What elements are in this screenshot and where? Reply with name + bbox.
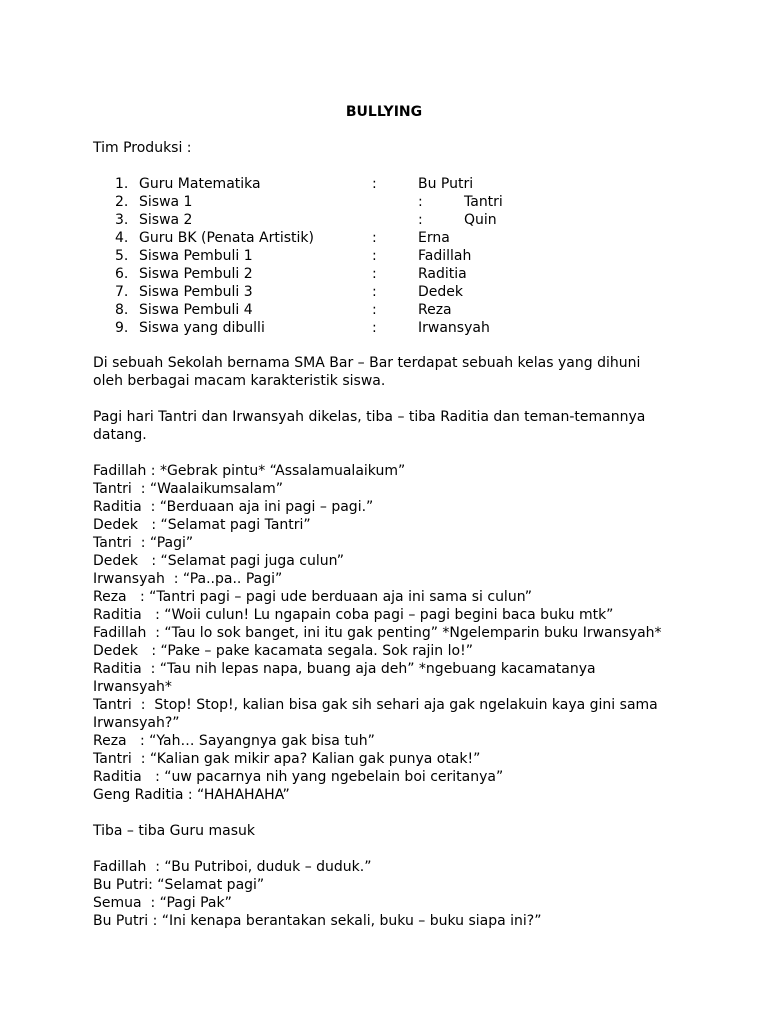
crew-item-separator: : [372, 230, 377, 246]
crew-item-name: Irwansyah [418, 320, 490, 336]
crew-item-number: 5. [115, 248, 129, 264]
crew-item-name: Raditia [418, 266, 467, 282]
script-line: Bu Putri: “Selamat pagi” [93, 877, 265, 893]
crew-item-number: 9. [115, 320, 129, 336]
script-line: Di sebuah Sekolah bernama SMA Bar – Bar terdapat sebuah kelas yang dihuni [93, 355, 641, 371]
script-line: Geng Raditia : “HAHAHAHA” [93, 787, 290, 803]
crew-item-number: 1. [115, 176, 129, 192]
crew-item-number: 6. [115, 266, 129, 282]
crew-item-number: 4. [115, 230, 129, 246]
crew-item-name: Fadillah [418, 248, 472, 264]
script-line: Tantri : “Kalian gak mikir apa? Kalian gak punya otak!” [93, 751, 481, 767]
script-line: Raditia : “Berduaan aja ini pagi – pagi.” [93, 499, 374, 515]
crew-item-role: Siswa 2 [139, 212, 193, 228]
script-line: Raditia : “Woii culun! Lu ngapain coba pagi – pagi begini baca buku mtk” [93, 607, 614, 623]
script-line: Raditia : “Tau nih lepas napa, buang aja deh” *ngebuang kacamatanya [93, 661, 596, 677]
crew-item-role: Siswa Pembuli 4 [139, 302, 253, 318]
crew-item-name: Erna [418, 230, 450, 246]
crew-item-number: 7. [115, 284, 129, 300]
crew-item-role: Siswa 1 [139, 194, 193, 210]
script-line: Bu Putri : “Ini kenapa berantakan sekali, buku – buku siapa ini?” [93, 913, 542, 929]
script-line: Fadillah : *Gebrak pintu* “Assalamualaikum” [93, 463, 406, 479]
crew-item-role: Siswa Pembuli 2 [139, 266, 253, 282]
script-line: Tantri : “Pagi” [93, 535, 194, 551]
script-line: Dedek : “Selamat pagi juga culun” [93, 553, 344, 569]
document-title: BULLYING [345, 104, 423, 120]
crew-item-separator: : [372, 320, 377, 336]
crew-item-name: Reza [418, 302, 452, 318]
script-line: Fadillah : “Tau lo sok banget, ini itu gak penting” *Ngelemparin buku Irwansyah* [93, 625, 662, 641]
script-line: Tantri : “Waalaikumsalam” [93, 481, 284, 497]
script-line: Irwansyah?” [93, 715, 180, 731]
crew-item-number: 2. [115, 194, 129, 210]
crew-item-name: Quin [464, 212, 497, 228]
script-line: Irwansyah : “Pa..pa.. Pagi” [93, 571, 283, 587]
script-line: Pagi hari Tantri dan Irwansyah dikelas, tiba – tiba Raditia dan teman-temannya [93, 409, 646, 425]
script-line: Tiba – tiba Guru masuk [93, 823, 255, 839]
crew-item-separator: : [372, 284, 377, 300]
crew-heading: Tim Produksi : [93, 140, 192, 156]
crew-item-name: Tantri [464, 194, 503, 210]
script-line: Reza : “Yah… Sayangnya gak bisa tuh” [93, 733, 375, 749]
script-line: Semua : “Pagi Pak” [93, 895, 232, 911]
script-line: oleh berbagai macam karakteristik siswa. [93, 373, 386, 389]
script-line: Fadillah : “Bu Putriboi, duduk – duduk.” [93, 859, 372, 875]
crew-item-role: Siswa Pembuli 1 [139, 248, 253, 264]
crew-item-separator: : [372, 266, 377, 282]
script-line: Dedek : “Selamat pagi Tantri” [93, 517, 311, 533]
crew-item-role: Siswa yang dibulli [139, 320, 265, 336]
crew-item-role: Siswa Pembuli 3 [139, 284, 253, 300]
crew-item-role: Guru BK (Penata Artistik) [139, 230, 314, 246]
script-line: Tantri : Stop! Stop!, kalian bisa gak sih sehari aja gak ngelakuin kaya gini sama [93, 697, 658, 713]
script-line: Irwansyah* [93, 679, 172, 695]
crew-item-separator: : [372, 248, 377, 264]
script-line: Raditia : “uw pacarnya nih yang ngebelain boi ceritanya” [93, 769, 504, 785]
crew-item-number: 8. [115, 302, 129, 318]
script-line: Dedek : “Pake – pake kacamata segala. Sok rajin lo!” [93, 643, 473, 659]
crew-item-name: Bu Putri [418, 176, 474, 192]
crew-item-number: 3. [115, 212, 129, 228]
script-line: datang. [93, 427, 147, 443]
script-line: Reza : “Tantri pagi – pagi ude berduaan aja ini sama si culun” [93, 589, 533, 605]
crew-item-role: Guru Matematika [139, 176, 261, 192]
crew-item-separator: : [418, 212, 423, 228]
crew-item-separator: : [372, 302, 377, 318]
crew-item-separator: : [372, 176, 377, 192]
crew-item-separator: : [418, 194, 423, 210]
crew-item-name: Dedek [418, 284, 464, 300]
